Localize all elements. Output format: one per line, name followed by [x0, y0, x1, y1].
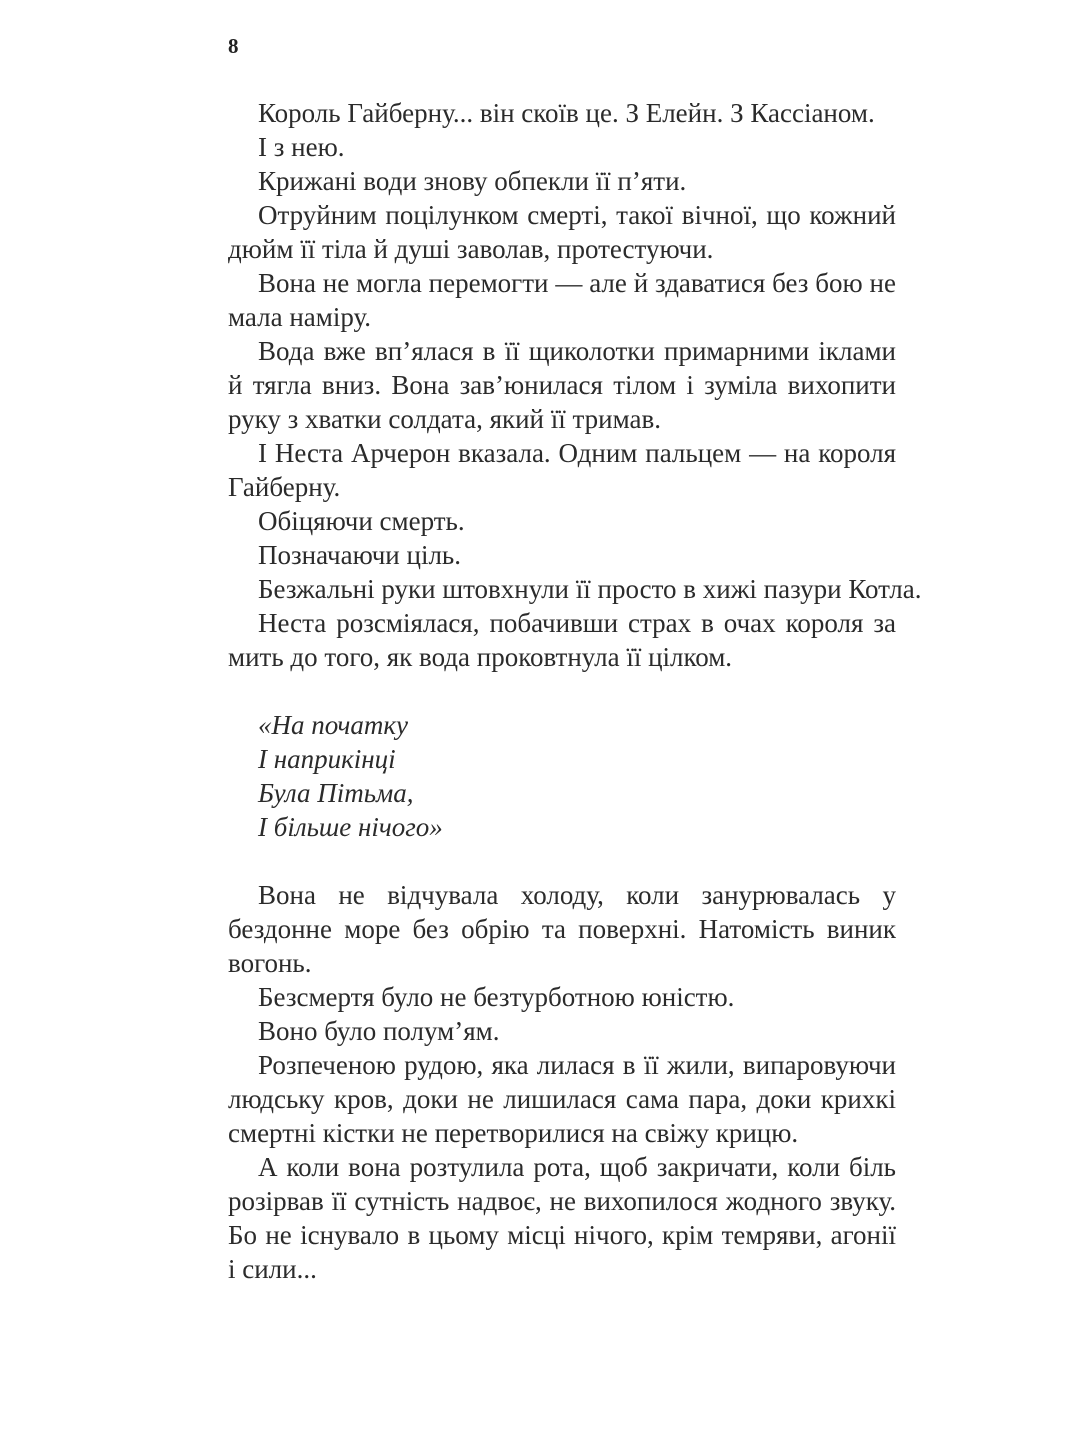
paragraph: Позначаючи ціль.: [258, 540, 461, 570]
paragraph: Обіцяючи смерть.: [258, 506, 465, 536]
paragraph: Неста розсміялася, побачивши страх в очах короля за мить до того, як вода проковтнула її цілком.: [228, 608, 896, 672]
paragraph: Вона не відчувала холоду, коли занурювалась у бездонне море без обрію та поверхні. Натомість виник вогонь.: [228, 880, 896, 978]
poem: [258, 708, 896, 844]
poem-line: І наприкінці: [258, 744, 396, 774]
paragraph: Безсмертя було не безтурботною юністю.: [258, 982, 735, 1012]
paragraph: Вода вже вп’ялася в її щиколотки примарними іклами й тягла вниз. Вона зав’юнилася тілом і зуміла вихопити руку з хватки солдата, який її тримав.: [228, 336, 896, 434]
poem-line: «На початку: [258, 710, 409, 740]
paragraph: Розпеченою рудою, яка лилася в її жили, випаровуючи людську кров, доки не лишилася сама пара, доки крихкі смертні кістки не перетворилися на свіжу крицю.: [228, 1050, 896, 1148]
paragraph: А коли вона розтулила рота, щоб закричати, коли біль розірвав її сутність надвоє, не вихопилося жодного звуку. Бо не існувало в цьому місці нічого, крім темряви, агонії і сили...: [228, 1152, 896, 1284]
page-number: 8: [228, 34, 239, 58]
paragraph: Крижані води знову обпекли її п’яти.: [258, 166, 687, 196]
paragraph: Вона не могла перемогти — але й здаватися без бою не мала наміру.: [228, 268, 896, 332]
poem-line: І більше нічого»: [258, 812, 443, 842]
paragraph: Воно було полум’ям.: [258, 1016, 500, 1046]
paragraph: Отруйним поцілунком смерті, такої вічної, що кожний дюйм її тіла й душі заволав, протестуючи.: [228, 200, 896, 264]
paragraph: Король Гайберну... він скоїв це. З Елейн. З Кассіаном.: [258, 98, 875, 128]
body-text: [228, 96, 922, 1286]
paragraph: Безжальні руки штовхнули її просто в хижі пазури Котла.: [258, 574, 922, 604]
poem-line: Була Пітьма,: [258, 778, 414, 808]
paragraph: І Неста Арчерон вказала. Одним пальцем — на короля Гайберну.: [228, 438, 896, 502]
paragraph: І з нею.: [258, 132, 345, 162]
